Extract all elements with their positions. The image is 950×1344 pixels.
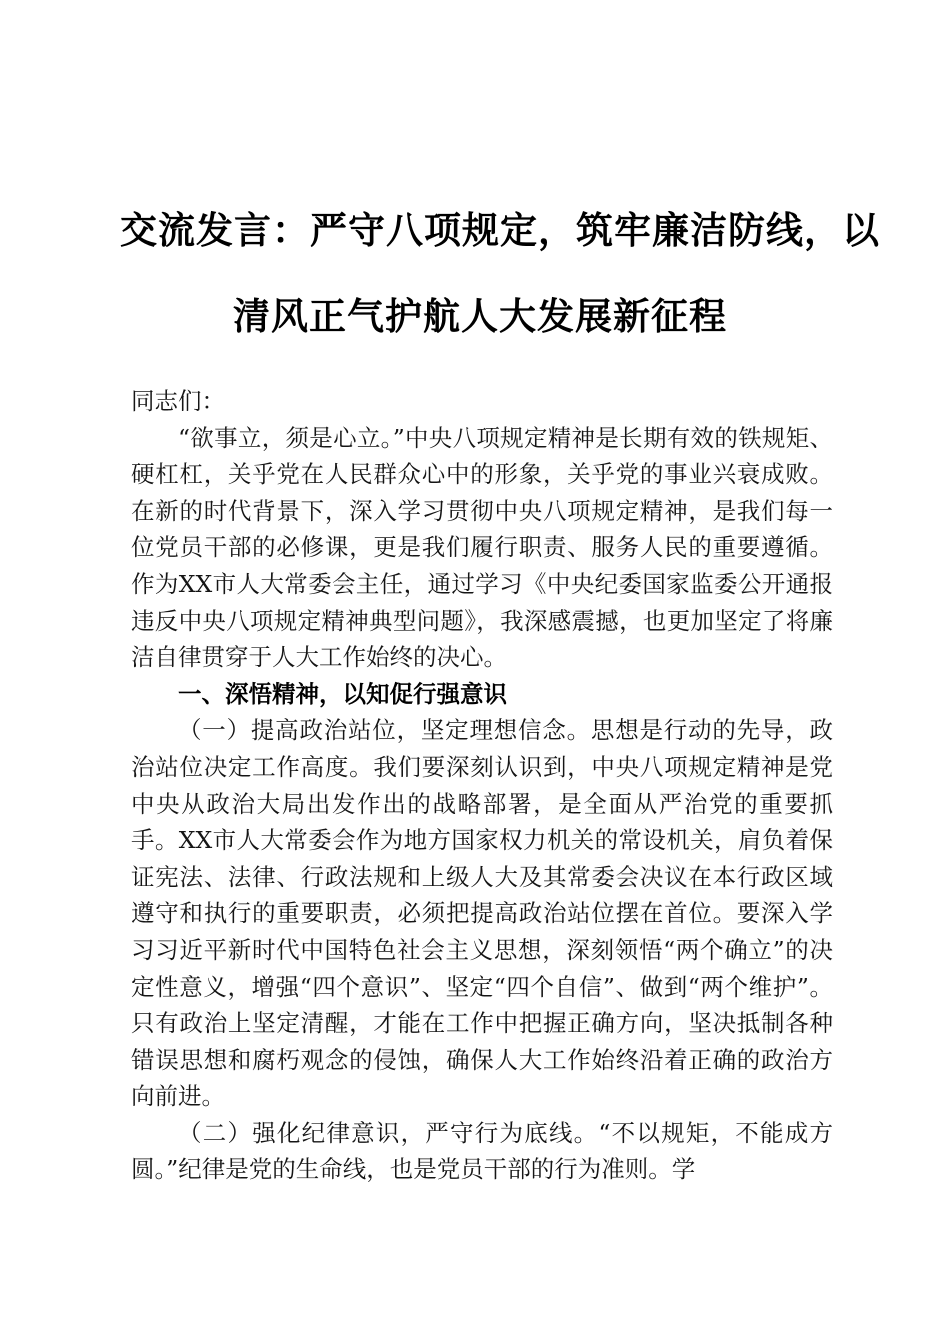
document-body	[131, 383, 833, 1188]
section-heading-1: 一、深悟精神，以知促行强意识	[178, 679, 507, 708]
title-line-2: 清风正气护航人大发展新征程	[233, 295, 727, 338]
document-title	[120, 188, 880, 360]
paragraph-intro: “欲事立，须是心立。”中央八项规定精神是长期有效的铁规矩、硬杠杠，关乎党在人民群众心中的形象，关乎党的事业兴衰成败。在新的时代背景下，深入学习贯彻中央八项规定精神，是我们每一位党员干部的必修课，更是我们履行职责、服务人民的重要遵循。作为XX市人大常委会主任，通过学习《中央纪委国家监委公开通报违反中央八项规定精神典型问题》，我深感震撼，也更加坚定了将廉洁自律贯穿于人大工作始终的决心。	[131, 423, 833, 672]
salutation: 同志们：	[131, 387, 225, 415]
title-line-1: 交流发言：严守八项规定，筑牢廉洁防线，以	[120, 209, 880, 252]
paragraph-subsection-2: （二）强化纪律意识，严守行为底线。“不以规矩，不能成方圆。”纪律是党的生命线，也是党员干部的行为准则。学	[131, 1118, 833, 1184]
paragraph-subsection-1: （一）提高政治站位，坚定理想信念。思想是行动的先导，政治站位决定工作高度。我们要深刻认识到，中央八项规定精神是党中央从政治大局出发作出的战略部署，是全面从严治党的重要抓手。XX市人大常委会作为地方国家权力机关的常设机关，肩负着保证宪法、法律、行政法规和上级人大及其常委会决议在本行政区域遵守和执行的重要职责，必须把提高政治站位摆在首位。要深入学习习近平新时代中国特色社会主义思想，深刻领悟“两个确立”的决定性意义，增强“四个意识”、坚定“四个自信”、做到“两个维护”。只有政治上坚定清醒，才能在工作中把握正确方向，坚决抵制各种错误思想和腐朽观念的侵蚀，确保人大工作始终沿着正确的政治方向前进。	[131, 716, 833, 1111]
